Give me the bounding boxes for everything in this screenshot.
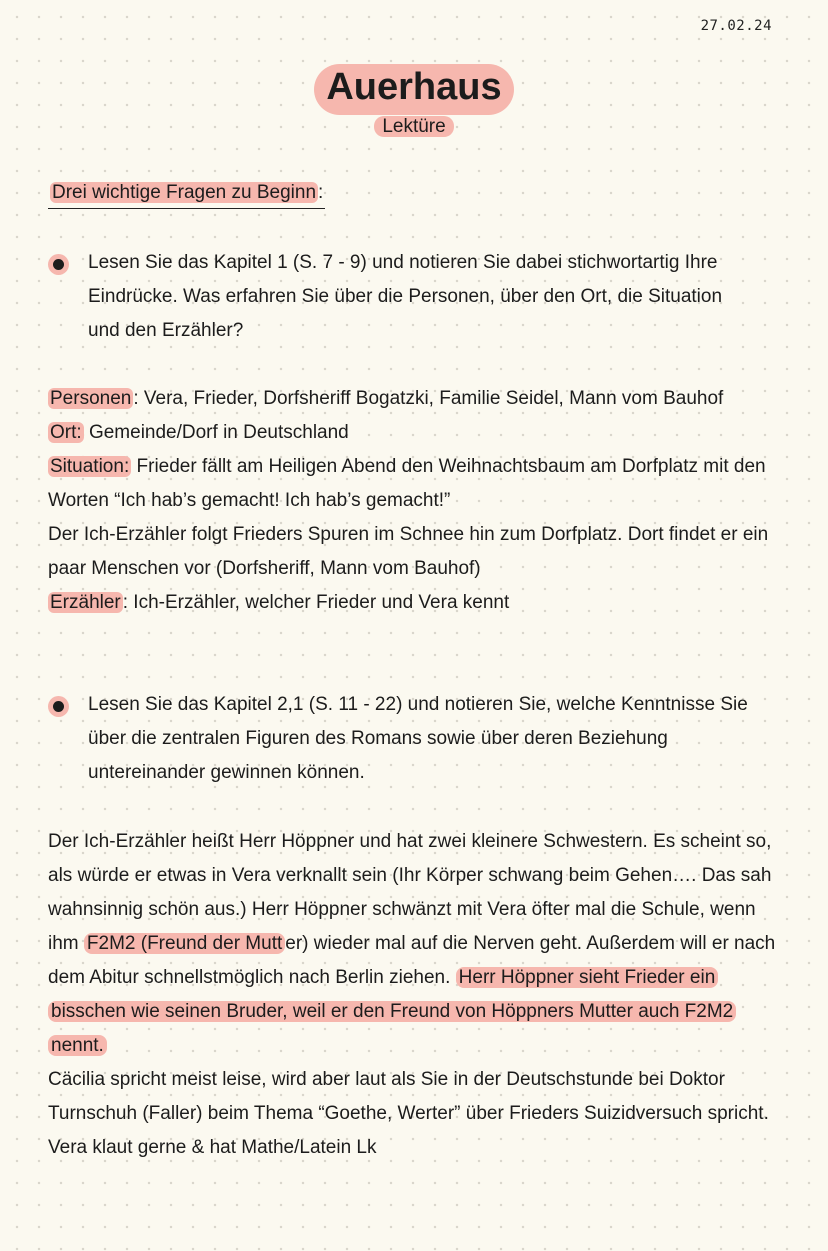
answer-paragraph-1 [48,825,780,1063]
answer-1 [48,382,774,620]
title-text: Auerhaus [314,64,513,115]
answer-erzaehler [48,586,774,620]
date: 27.02.24 [700,18,772,34]
page-subtitle [0,116,828,138]
questions-heading-text: Drei wichtige Fragen zu Beginn [52,182,317,203]
questions-heading-colon: : [318,182,324,203]
label-erzaehler: Erzähler [50,592,121,613]
label-ort: Ort: [50,422,82,443]
answer-situation [48,450,774,518]
bullet-icon [53,701,64,712]
label-situation: Situation: [50,456,130,477]
answer-2 [48,825,780,1165]
text-personen: : Vera, Frieder, Dorfsheriff Bogatzki, Familie Seidel, Mann vom Bauhof [133,388,724,409]
answer-paragraph-2: Cäcilia spricht meist leise, wird aber laut als Sie in der Deutschstunde bei Doktor Turnschuh (Faller) beim Thema “Goethe, Werter” über Frieders Suizidversuch spricht. Vera klaut gerne & hat Mathe/Latein Lk [48,1069,769,1158]
bullet-icon [53,259,64,270]
text-ort: Gemeinde/Dorf in Deutschland [83,422,349,443]
question-1: Lesen Sie das Kapitel 1 (S. 7 - 9) und notieren Sie dabei stichwortartig Ihre Eindrücke. Was erfahren Sie über die Personen, über den Ort, die Situation und den Erzähler? [88,252,723,341]
text-situation: Frieder fällt am Heiligen Abend den Weihnachtsbaum am Dorfplatz mit den Worten “Ich hab’s gemacht! Ich hab’s gemacht!” [48,456,766,511]
answer-text-b: er) wieder mal auf die Nerven geht. Außerdem will er nach dem Abitur schnellstmöglich nach Berlin ziehen. [48,933,776,988]
questions-heading [48,182,325,209]
text-erzaehler: : Ich-Erzähler, welcher Frieder und Vera kennt [122,592,510,613]
label-personen: Personen [50,388,132,409]
highlight-frieder-bruder: Herr Höppner sieht Frieder ein bisschen wie seinen Bruder, weil er den Freund von Höppners Mutter auch F2M2 nennt. [48,967,736,1056]
answer-situation-2: Der Ich-Erzähler folgt Frieders Spuren im Schnee hin zum Dorfplatz. Dort findet er ein paar Menschen vor (Dorfsheriff, Mann vom Bauhof) [48,524,769,579]
answer-text-a: Der Ich-Erzähler heißt Herr Höppner und hat zwei kleinere Schwestern. Es scheint so, als würde er etwas in Vera verknallt sein (Ihr Körper schwang beim Gehen…. Das sah wahnsinnig schön aus.) Herr Höppner schwänzt mit Vera öfter mal die Schule, wenn ihm [48,831,772,954]
answer-ort [48,416,774,450]
question-2: Lesen Sie das Kapitel 2,1 (S. 11 - 22) und notieren Sie, welche Kenntnisse Sie über die zentralen Figuren des Romans sowie über deren Beziehung untereinander gewinnen können. [88,694,748,783]
answer-personen [48,382,774,416]
highlight-f2m2: F2M2 (Freund der Mutt [84,933,285,954]
subtitle-text: Lektüre [374,116,453,137]
page-title [0,64,828,115]
